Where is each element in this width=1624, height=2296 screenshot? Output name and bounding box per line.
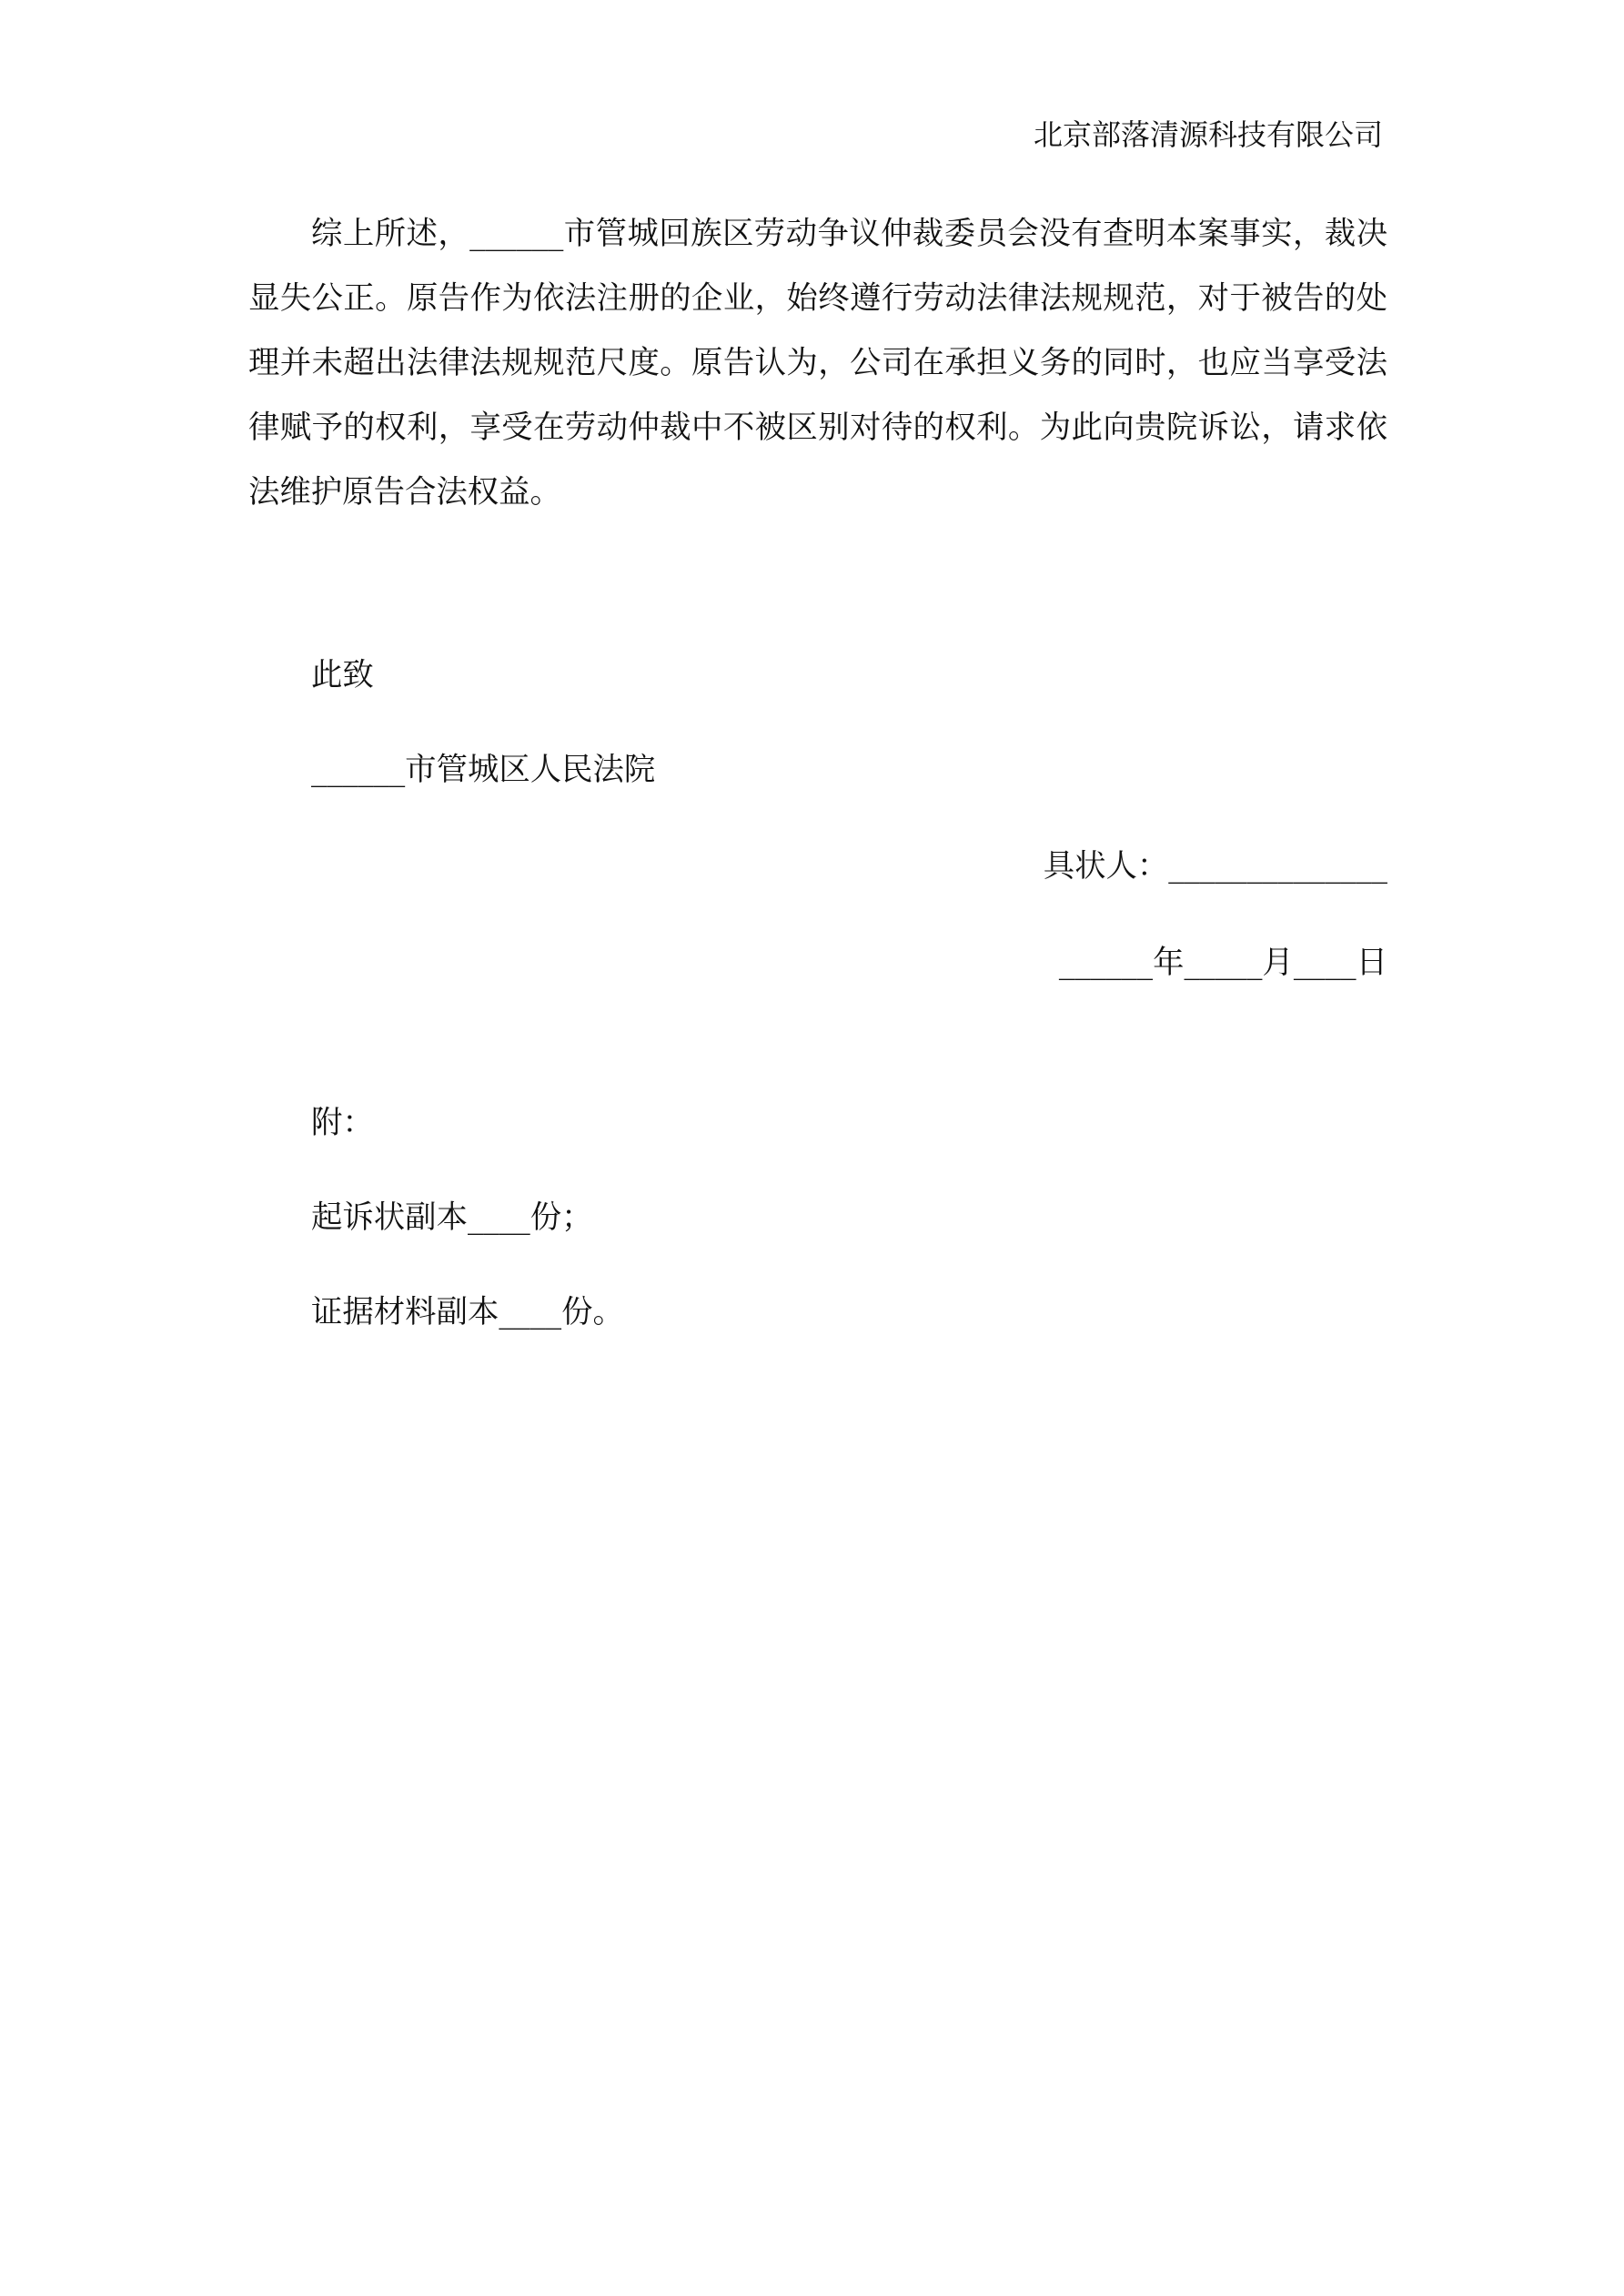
conclusion-paragraph: 综上所述，______市管城回族区劳动争议仲裁委员会没有查明本案事实，裁决显失公正。原告作为依法注册的企业，始终遵行劳动法律法规规范，对于被告的处理并未超出法律法规规范尺度。原告认为，公司在承担义务的同时，也应当享受法律赋予的权利，享受在劳动仲裁中不被区别对待的权利。为此向贵院诉讼，请求依法维护原告合法权益。 — [248, 216, 1387, 511]
attachments-title: 附： — [311, 1105, 374, 1141]
date-line: ______年_____月____日 — [1058, 945, 1387, 981]
header-company-name: 北京部落清源科技有限公司 — [1033, 117, 1383, 152]
attachment-item: 起诉状副本____份； — [311, 1199, 593, 1236]
signer-line: 具状人：______________ — [1043, 848, 1387, 885]
attachment-item: 证据材料副本____份。 — [311, 1294, 624, 1330]
salutation: 此致 — [311, 657, 374, 693]
court-name: ______市管城区人民法院 — [311, 752, 656, 788]
